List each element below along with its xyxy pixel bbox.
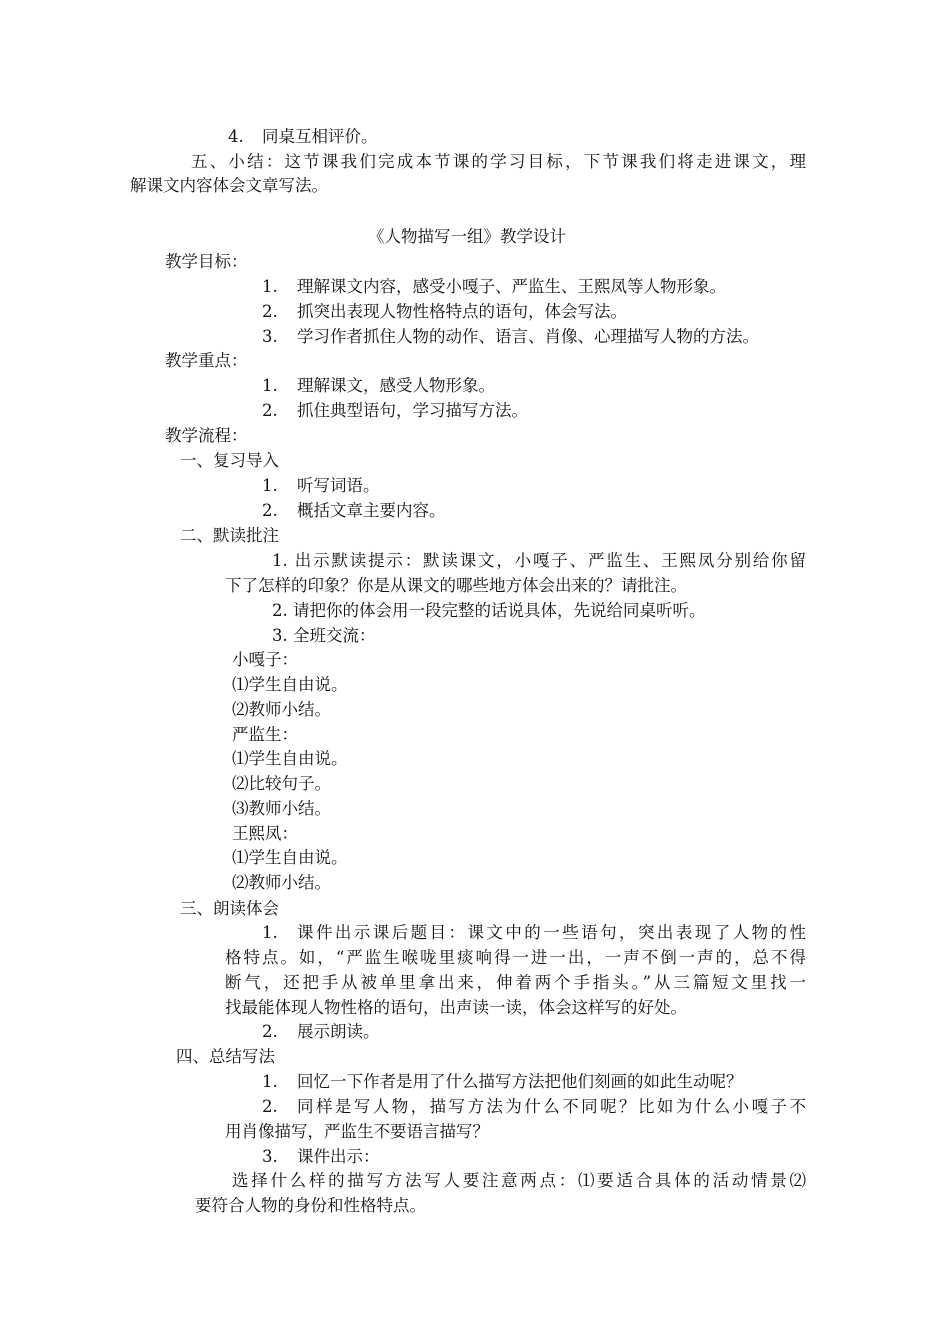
- section-heading: 二、默读批注: [180, 526, 279, 545]
- step-item: ⑴学生自由说。: [232, 848, 348, 867]
- list-number: 1.: [262, 1072, 278, 1091]
- list-item: 概括文章主要内容。: [297, 501, 446, 520]
- list-item: 听写词语。: [297, 476, 380, 495]
- list-item: 理解课文，感受人物形象。: [297, 376, 495, 395]
- note-paragraph: 选择什么样的描写方法写人要注意两点：⑴要适合具体的活动情景⑵: [232, 1171, 806, 1190]
- list-number: 3.: [262, 327, 278, 346]
- note-paragraph-cont: 要符合人物的身份和性格特点。: [195, 1196, 426, 1215]
- goals-heading: 教学目标：: [165, 252, 248, 271]
- focus-heading: 教学重点：: [165, 351, 248, 370]
- summary-paragraph: 五、小结：这节课我们完成本节课的学习目标，下节课我们将走进课文，理: [191, 152, 806, 171]
- page-title: 《人物描写一组》教学设计: [368, 227, 566, 246]
- step-item: ⑶教师小结。: [232, 799, 331, 818]
- list-item: 展示朗读。: [297, 1022, 380, 1041]
- section-heading: 四、总结写法: [176, 1047, 275, 1066]
- list-item-cont: 下了怎样的印象？你是从课文的哪些地方体会出来的？请批注。: [225, 576, 687, 595]
- character-label: 王熙凤：: [232, 824, 298, 843]
- list-item: 回忆一下作者是用了什么描写方法把他们刻画的如此生动呢？: [297, 1072, 743, 1091]
- list-item-cont: 格特点。如，“严监生喉咙里痰响得一进一出，一声不倒一声的，总不得: [225, 948, 806, 967]
- list-number: 4.: [228, 127, 244, 146]
- list-item: 抓住典型语句，学习描写方法。: [297, 401, 528, 420]
- list-item: 课件出示：: [297, 1147, 380, 1166]
- list-item: 学习作者抓住人物的动作、语言、肖像、心理描写人物的方法。: [297, 327, 759, 346]
- step-item: ⑴学生自由说。: [232, 675, 348, 694]
- list-number: 2.: [262, 401, 278, 420]
- list-item-cont: 用肖像描写，严监生不要语言描写？: [225, 1122, 489, 1141]
- list-item: 课件出示课后题目：课文中的一些语句，突出表现了人物的性: [297, 923, 806, 942]
- step-item: ⑵教师小结。: [232, 700, 331, 719]
- list-item-cont: 找最能体现人物性格的语句，出声读一读，体会这样写的好处。: [225, 998, 687, 1017]
- character-label: 小嘎子：: [232, 650, 298, 669]
- list-number: 2.: [262, 1097, 278, 1116]
- list-item-cont: 断气，还把手从被单里拿出来，伸着两个手指头。”从三篇短文里找一: [225, 973, 806, 992]
- list-item: 1. 出示默读提示：默读课文，小嘎子、严监生、王熙凤分别给你留: [272, 551, 806, 570]
- section-heading: 三、朗读体会: [180, 899, 279, 918]
- character-label: 严监生：: [232, 725, 298, 744]
- list-item: 2. 请把你的体会用一段完整的话说具体，先说给同桌听听。: [272, 601, 706, 620]
- list-item: 抓突出表现人物性格特点的语句，体会写法。: [297, 302, 627, 321]
- list-item: 同样是写人物，描写方法为什么不同呢？比如为什么小嘎子不: [297, 1097, 806, 1116]
- step-item: ⑵比较句子。: [232, 774, 331, 793]
- list-number: 2.: [262, 1022, 278, 1041]
- list-number: 1.: [262, 923, 278, 942]
- list-number: 3.: [262, 1147, 278, 1166]
- list-number: 1.: [262, 376, 278, 395]
- step-item: ⑵教师小结。: [232, 873, 331, 892]
- section-heading: 一、复习导入: [180, 451, 279, 470]
- list-number: 1.: [262, 476, 278, 495]
- summary-paragraph-cont: 解课文内容体会文章写法。: [130, 176, 328, 195]
- list-item: 同桌互相评价。: [262, 127, 378, 146]
- list-item: 3. 全班交流：: [272, 626, 376, 645]
- step-item: ⑴学生自由说。: [232, 749, 348, 768]
- list-number: 1.: [262, 277, 278, 296]
- list-number: 2.: [262, 501, 278, 520]
- process-heading: 教学流程：: [165, 426, 248, 445]
- list-item: 理解课文内容，感受小嘎子、严监生、王熙凤等人物形象。: [297, 277, 726, 296]
- list-number: 2.: [262, 302, 278, 321]
